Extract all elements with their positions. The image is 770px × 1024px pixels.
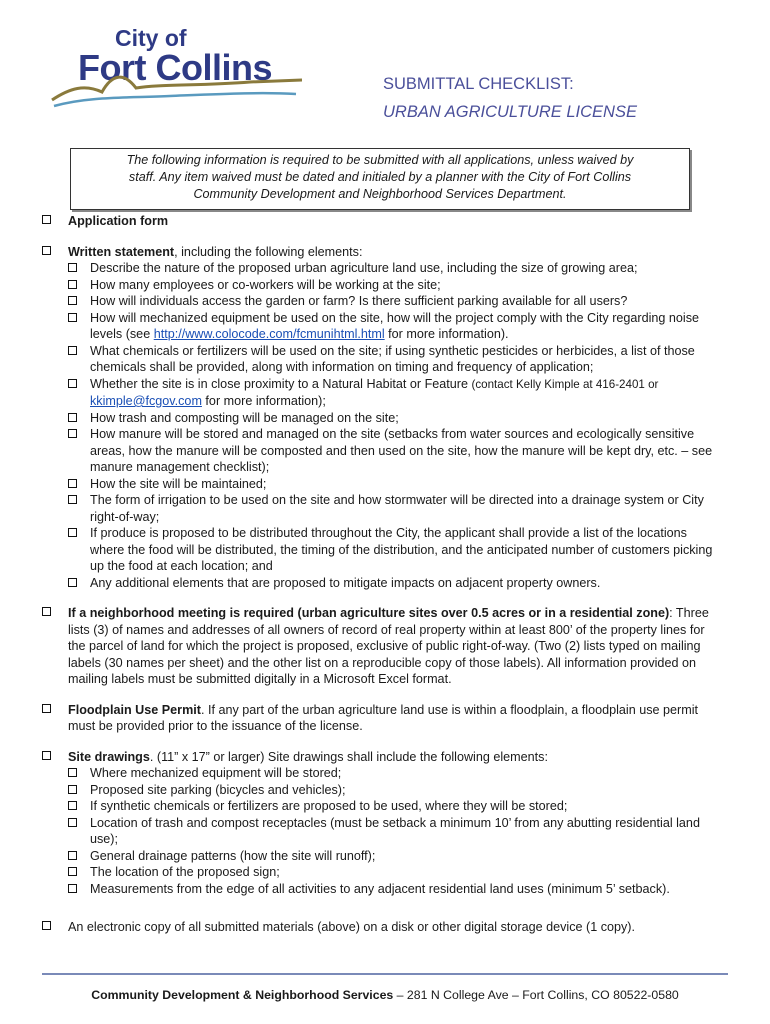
notice-line-2: staff. Any item waived must be dated and initialed by a planner with the City of Fort Collins [128, 170, 632, 184]
sub-item [68, 277, 722, 294]
checklist-item-written-statement [42, 244, 722, 592]
document-title [383, 70, 637, 126]
sub-item [68, 765, 722, 782]
sub-item [68, 310, 722, 343]
logo-fort-collins: Fort Collins [78, 47, 272, 88]
footer-address: – 281 N College Ave – Fort Collins, CO 80522-0580 [393, 988, 679, 1002]
meeting-head: If a neighborhood meeting is required (urban agriculture sites over 0.5 acres or in a residential zone) [68, 606, 670, 620]
floodplain-head: Floodplain Use Permit [68, 702, 201, 717]
meeting-body: : Three lists (3) of names and addresses of all owners of record of real property within at least 800’ of the property lines for the parcel of land for which the project is proposed, exclusive of public right-of-way. (Two (2) lists typed on mailing labels (30 names per sheet) and the other list on a reproducible copy of those labels). All information provided on mailing labels must be submitted digitally in a Microsoft Excel format. [68, 606, 709, 686]
checkbox-icon[interactable] [68, 528, 77, 537]
sub-item [68, 848, 722, 865]
colocode-link[interactable]: http://www.colocode.com/fcmunihtml.html [153, 327, 385, 341]
sub-item [68, 492, 722, 525]
sub-item [68, 376, 722, 410]
checkbox-icon[interactable] [68, 429, 77, 438]
title-line-2: URBAN AGRICULTURE LICENSE [383, 103, 637, 121]
logo-mountain-blue [54, 93, 296, 106]
sub-item-text: General drainage patterns (how the site will runoff); [90, 848, 376, 863]
sub-item-text: Describe the nature of the proposed urban agriculture land use, including the size of growing area; [90, 261, 638, 275]
sub-item-text: If produce is proposed to be distributed throughout the City, the applicant shall provide a list of the locations where the food will be distributed, the timing of the distribution, and the anticipated number of customers picking up the food at each location; and [90, 526, 713, 573]
sub-item-text: How the site will be maintained; [90, 476, 267, 491]
sub-item-text: How trash and composting will be managed on the site; [90, 410, 399, 425]
footer [0, 988, 770, 1002]
city-logo [50, 22, 302, 112]
checkbox-icon[interactable] [68, 578, 77, 587]
footer-org: Community Development & Neighborhood Services [91, 988, 394, 1002]
sub-item-text: How manure will be stored and managed on the site (setbacks from water sources and ecologically sensitive areas, how the manure will be composted and then used on the site, how the manure will be kept dry, etc. – see manure management checklist); [90, 427, 713, 474]
sub-item [68, 476, 722, 493]
sub-item-text: How will mechanized equipment be used on the site, how will the project comply with the City regarding noise levels (see [90, 310, 700, 341]
checkbox-icon[interactable] [42, 215, 51, 224]
sub-item-text: Where mechanized equipment will be stored; [90, 766, 342, 780]
checklist-item-neighborhood-meeting [42, 605, 722, 688]
sub-item [68, 426, 722, 476]
sub-item [68, 343, 722, 376]
drawings-head: Site drawings [68, 749, 150, 764]
sub-item-text: What chemicals or fertilizers will be used on the site; if using synthetic pesticides or herbicides, a list of those chemicals shall be provided, along with information on timing and frequency of application; [90, 343, 695, 374]
checkbox-icon[interactable] [42, 246, 51, 255]
sub-item [68, 575, 722, 592]
sub-item-text: for more information); [201, 394, 326, 408]
checklist-item-application-form [42, 213, 722, 230]
sub-item [68, 410, 722, 427]
sub-item-text: Any additional elements that are proposed to mitigate impacts on adjacent property owners. [90, 575, 601, 590]
checkbox-icon[interactable] [68, 768, 77, 777]
checkbox-icon[interactable] [68, 785, 77, 794]
sub-item-text: Proposed site parking (bicycles and vehicles); [90, 782, 346, 797]
sub-item-text: The form of irrigation to be used on the site and how stormwater will be directed into a drainage system or City right-of-way; [90, 493, 704, 524]
checkbox-icon[interactable] [68, 495, 77, 504]
checkbox-icon[interactable] [68, 280, 77, 289]
checkbox-icon[interactable] [68, 379, 77, 388]
sub-item [68, 260, 722, 277]
sub-item [68, 798, 722, 815]
checkbox-icon[interactable] [68, 346, 77, 355]
sub-item-text: Location of trash and compost receptacles (must be setback a minimum 10’ from any abutting residential land use); [90, 815, 700, 846]
notice-line-3: Community Development and Neighborhood Services Department. [193, 187, 567, 201]
checkbox-icon[interactable] [68, 313, 77, 322]
sub-item-text: How will individuals access the garden or farm? Is there sufficient parking available for all users? [90, 294, 628, 308]
checkbox-icon[interactable] [68, 413, 77, 422]
checkbox-icon[interactable] [68, 263, 77, 272]
checkbox-icon[interactable] [68, 867, 77, 876]
sub-item [68, 881, 722, 898]
sub-item [68, 293, 722, 310]
checklist [42, 213, 722, 936]
sub-item-text: If synthetic chemicals or fertilizers are proposed to be used, where they will be stored; [90, 799, 568, 813]
checkbox-icon[interactable] [68, 818, 77, 827]
checklist-item-electronic-copy [42, 919, 722, 936]
floodplain-body: . If any part of the urban agriculture land use is within a floodplain, a floodplain use permit must be provided prior to the issuance of the license. [68, 702, 699, 733]
checkbox-icon[interactable] [68, 851, 77, 860]
notice-box [70, 148, 690, 210]
checklist-item-floodplain [42, 702, 722, 735]
sub-item-text: for more information). [384, 327, 509, 341]
notice-line-1: The following information is required to be submitted with all applications, unless waived by [126, 153, 634, 167]
checkbox-icon[interactable] [42, 607, 51, 616]
checkbox-icon[interactable] [42, 704, 51, 713]
application-form-label: Application form [68, 214, 169, 228]
checkbox-icon[interactable] [68, 884, 77, 893]
checkbox-icon[interactable] [42, 751, 51, 760]
written-statement-head: Written statement [68, 244, 175, 259]
checkbox-icon[interactable] [68, 479, 77, 488]
sub-item [68, 864, 722, 881]
checkbox-icon[interactable] [68, 801, 77, 810]
sub-item-text: Measurements from the edge of all activities to any adjacent residential land uses (minimum 5’ setback). [90, 881, 670, 896]
title-line-1: SUBMITTAL CHECKLIST: [383, 75, 574, 93]
sub-item-text: (contact Kelly Kimple at 416-2401 or [471, 377, 659, 391]
footer-divider [42, 973, 728, 975]
sub-item-text: The location of the proposed sign; [90, 865, 280, 879]
checklist-item-site-drawings [42, 749, 722, 898]
email-link[interactable]: kkimple@fcgov.com [90, 394, 202, 408]
sub-item-text: How many employees or co-workers will be working at the site; [90, 277, 441, 292]
drawings-tail: . (11” x 17” or larger) Site drawings shall include the following elements: [149, 749, 548, 764]
logo-city-of: City of [115, 25, 187, 51]
sub-item [68, 782, 722, 799]
written-statement-tail: , including the following elements: [174, 244, 363, 259]
checkbox-icon[interactable] [42, 921, 51, 930]
checkbox-icon[interactable] [68, 296, 77, 305]
electronic-copy-text: An electronic copy of all submitted materials (above) on a disk or other digital storage device (1 copy). [68, 920, 635, 934]
sub-item [68, 815, 722, 848]
sub-item-text: Whether the site is in close proximity to a Natural Habitat or Feature [90, 376, 472, 391]
sub-item [68, 525, 722, 575]
